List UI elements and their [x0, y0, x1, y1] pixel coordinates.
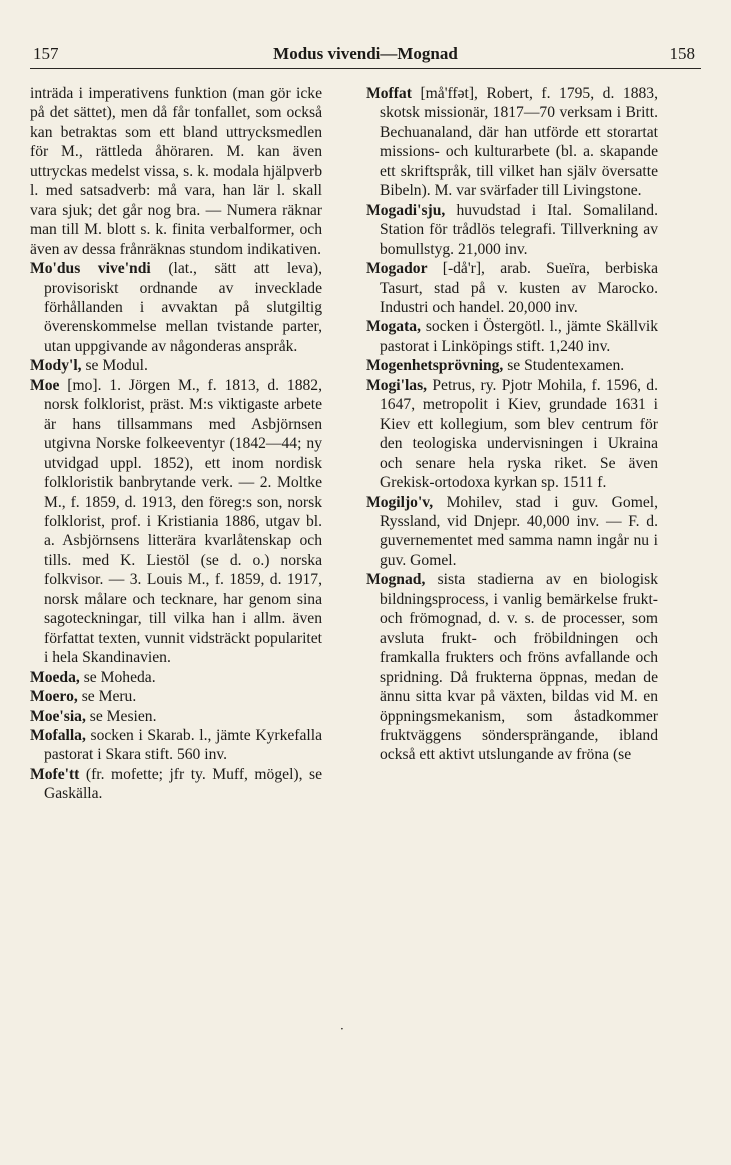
- entry: [30, 356, 322, 375]
- entry-headword: Moero,: [30, 688, 78, 706]
- entry: [366, 259, 658, 317]
- entry-headword: Mogenhetsprövning,: [366, 357, 504, 375]
- entry-text: se Studentexamen.: [507, 357, 625, 375]
- entry: [366, 493, 658, 571]
- entry-text: [-då'r], arab. Sueïra, berbiska Tasurt, stad på v. kusten av Marocko. Industri och handel. 20,000 inv.: [380, 260, 658, 316]
- entry-text: Mohilev, stad i guv. Gomel, Ryssland, vid Dnjepr. 40,000 inv. — F. d. guvernementet med samma namn ingår nu i guv. Gomel.: [380, 493, 659, 569]
- entry: [30, 668, 322, 687]
- entry-headword: Mognad,: [366, 571, 426, 589]
- entry-text: Petrus, ry. Pjotr Mohila, f. 1596, d. 1647, metropolit i Kiev, grundade 1631 i Kiev ett kollegium, som blev centrum för den teologiska undervisningen i Ukraina och senare hela ryska riket. Se även Grekisk-ortodoxa kyrkan sp. 1511 f.: [380, 376, 658, 492]
- entry-headword: Mogador: [366, 260, 428, 278]
- entry-text: inträda i imperativens funktion (man gör icke på det sättet), men då får tonfallet, som också kan betraktas som ett bland uttrycksmedlen för M., rättleda åhöraren. M. kan även uttryckas medelst vissa, s. k. modala hjälpverb l. med satsadverb: må vara, han lär l. skall vara sjuk; det går nog bra. — Numera räknar man till M. blott s. k. finita verbalformer, och även av dessa frånräknas stundom indikativen.: [30, 85, 322, 258]
- entry-text: se Mesien.: [89, 707, 157, 725]
- entry-headword: Moffat: [366, 85, 412, 102]
- left-column: [30, 84, 322, 804]
- entry-text: socken i Skarab. l., jämte Kyrkefalla pastorat i Skara stift. 560 inv.: [44, 726, 322, 764]
- entry-headword: Moe: [30, 376, 60, 394]
- entry-text: [mo]. 1. Jörgen M., f. 1813, d. 1882, norsk folklorist, präst. M:s viktigaste arbete är hans tillsammans med Asbjörnsen utgivna Norske folkeeventyr (1842—44; ny utvidgad uppl. 1852), ett inom nordisk folkloristik banbrytande verk. — 2. Moltke M., f. 1859, d. 1913, den föreg:s son, norsk folklorist, prof. i Kristiania 1886, utgav bl. a. Asbjörnsens litterära kvarlåtenskap och tills. med K. Liestöl (se d. o.) norska folkvisor. — 3. Louis M., f. 1859, d. 1917, norsk målare och tecknare, har genom sina sagoteckningar, till vilka han i allm. även författat texten, vunnit vidsträckt popularitet i hela Skandinavien.: [44, 376, 322, 667]
- entry-text: sista stadierna av en biologisk bildningsprocess, i vanlig bemärkelse frukt- och frömognad, d. v. s. de processer, som avsluta frukt- och fröbildningen och framkalla frukters och fröns avfallande och spridning. Då frukterna öppnas, medan de ännu sitta kvar på växten, bildas vid M. en öppningsmekanism, som åstadkommer fruktväggens söndersprängande, ibland också ett aktivt utslungande av fröna (se: [380, 571, 658, 764]
- margin-mark: ·: [340, 1022, 344, 1036]
- entry-headword: Mody'l,: [30, 357, 82, 375]
- entry: [30, 376, 322, 668]
- entry: [366, 356, 658, 375]
- entry-text: se Meru.: [81, 688, 137, 706]
- entry-text: [må'ffət], Robert, f. 1795, d. 1883, skotsk missionär, 1817—70 verksam i Britt. Bechuanaland, där han utförde ett storartat missions- och kulturarbete (bl. a. skapande ett skriftspråk, till vilket han själv översatte Bibeln). M. var svärfader till Livingstone.: [380, 85, 659, 200]
- entry-text: (lat., sätt att leva), provisoriskt ordnande av invecklade förhållanden i avvaktan på slutgiltig överenskommelse mellan tvistande parter, utan uppgivande av någonderas anspråk.: [44, 260, 322, 355]
- entry-text: huvudstad i Ital. Somaliland. Station för trådlös telegrafi. Tillverkning av bomullstyg. 21,000 inv.: [380, 201, 658, 258]
- entry-headword: Mogi'las,: [366, 376, 428, 394]
- entry-headword: Mogiljo'v,: [366, 493, 434, 511]
- entry: [366, 84, 658, 201]
- entry: [30, 726, 322, 765]
- entry-headword: Moe'sia,: [30, 707, 86, 725]
- entry-headword: Mo'dus vive'ndi: [30, 260, 151, 278]
- entry: [366, 376, 658, 493]
- entry: [30, 765, 322, 804]
- entry: [366, 570, 658, 765]
- page-title: Modus vivendi—Mognad: [273, 44, 458, 63]
- entry: [366, 201, 658, 259]
- entry-headword: Mofalla,: [30, 726, 86, 744]
- entry-headword: Mogadi'sju,: [366, 201, 446, 219]
- page-number-left: 157: [33, 44, 59, 63]
- entry-headword: Mogata,: [366, 318, 421, 336]
- right-column: [366, 84, 658, 765]
- page-number-right: 158: [669, 44, 695, 63]
- entry: [30, 259, 322, 356]
- entry-text: socken i Östergötl. l., jämte Skällvik pastorat i Linköpings stift. 1,240 inv.: [380, 318, 658, 355]
- entry: [30, 687, 322, 706]
- entry-headword: Mofe'tt: [30, 765, 80, 783]
- entry-text: se Moheda.: [83, 668, 156, 686]
- entry-text: (fr. mofette; jfr ty. Muff, mögel), se Gaskälla.: [44, 765, 322, 803]
- running-header: [30, 38, 701, 69]
- entry-headword: Moeda,: [30, 668, 80, 686]
- entry-text: se Modul.: [85, 357, 148, 375]
- entry: [30, 707, 322, 726]
- entry: [366, 317, 658, 356]
